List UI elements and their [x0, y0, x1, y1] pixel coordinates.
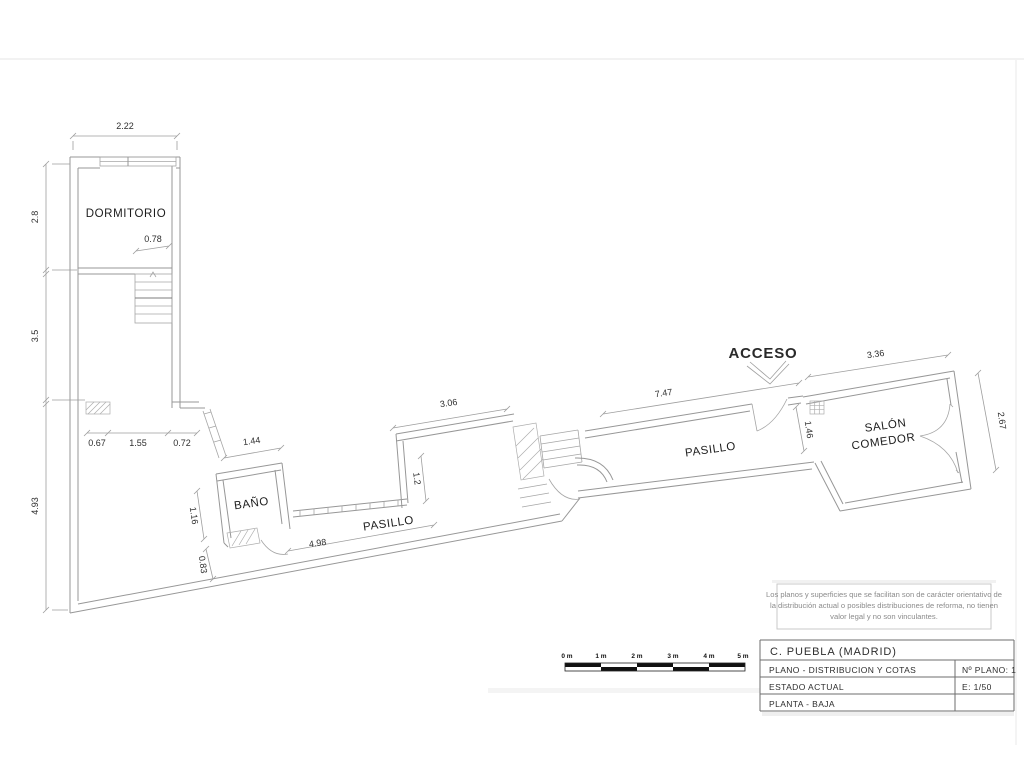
label-salon-line2: COMEDOR	[850, 431, 917, 453]
titleblock-escala: E: 1/50	[962, 682, 992, 692]
door-arc-bano	[261, 540, 288, 554]
acceso-arrow-icon	[747, 361, 789, 384]
middle-room-walls	[396, 414, 613, 508]
dim-mid-width: 3.06	[439, 396, 458, 410]
dim-left-lower: 4.93	[30, 497, 40, 515]
titleblock-planta: PLANTA - BAJA	[769, 699, 835, 709]
titleblock-project: C. PUEBLA (MADRID)	[770, 646, 897, 658]
room-labels	[86, 208, 917, 534]
dim-gap: 0.83	[196, 555, 210, 574]
disclaimer-line2: la distribución actual o posibles distribuciones de reforma, no tienen	[770, 601, 998, 610]
scale-label-0: 0 m	[561, 653, 573, 660]
dimensions	[30, 121, 1008, 613]
curved-wall-corner	[575, 458, 613, 482]
disclaimer-box	[766, 580, 1002, 629]
dim-left-upper: 2.8	[30, 210, 40, 224]
scale-label-5: 5 m	[737, 653, 749, 660]
wall-hatch-left	[86, 402, 110, 414]
label-bano: BAÑO	[233, 495, 270, 513]
label-pasillo-upper: PASILLO	[684, 440, 737, 460]
dim-bottom-b: 1.55	[129, 438, 147, 448]
double-door-salon	[920, 404, 959, 473]
stairs-left	[135, 272, 172, 323]
label-acceso: ACCESO	[728, 345, 798, 362]
dim-bottom-a: 0.67	[88, 438, 106, 448]
titleblock-estado: ESTADO ACTUAL	[769, 682, 844, 692]
dim-bano-height: 1.16	[187, 506, 201, 525]
window-angled	[203, 409, 226, 458]
dim-left-mid: 3.5	[30, 329, 40, 343]
pasillo-lower-sill	[293, 499, 407, 517]
dim-salon-step: 1.46	[802, 420, 816, 439]
disclaimer-line3: valor legal y no son vinculantes.	[830, 612, 938, 621]
titleblock-plano-num: Nº PLANO: 1	[962, 665, 1017, 675]
dim-top-width: 2.22	[116, 121, 134, 131]
dim-pasillo2-len: 7.47	[654, 386, 673, 400]
title-block	[760, 640, 1016, 711]
scale-label-4: 4 m	[703, 653, 715, 660]
bano-sill-hatch	[227, 528, 260, 548]
scale-label-2: 2 m	[631, 653, 643, 660]
wall-hatch-column	[513, 423, 544, 480]
label-salon-line1: SALÓN	[863, 417, 908, 435]
door-arc-middle	[549, 479, 580, 499]
dim-pasillo1-len: 4.98	[308, 536, 327, 550]
door-arc-acceso	[752, 399, 787, 431]
label-pasillo-lower: PASILLO	[362, 514, 415, 534]
disclaimer-line1: Los planos y superficies que se facilitan son de carácter orientativo de	[766, 590, 1002, 599]
dim-dorm-inner: 0.78	[144, 234, 162, 244]
dim-salon-width: 3.36	[866, 347, 885, 361]
dim-bano-width: 1.44	[242, 434, 261, 448]
scale-label-3: 3 m	[667, 653, 679, 660]
label-dormitorio: DORMITORIO	[85, 208, 167, 220]
dim-bottom-c: 0.72	[173, 438, 191, 448]
dim-mid-height: 1.2	[411, 471, 423, 486]
stairs-middle	[518, 430, 582, 507]
scale-bar	[561, 653, 748, 671]
titleblock-plano-label: PLANO - DISTRIBUCION Y COTAS	[769, 665, 917, 675]
scale-label-1: 1 m	[595, 653, 607, 660]
dim-salon-height: 2.67	[995, 411, 1009, 430]
